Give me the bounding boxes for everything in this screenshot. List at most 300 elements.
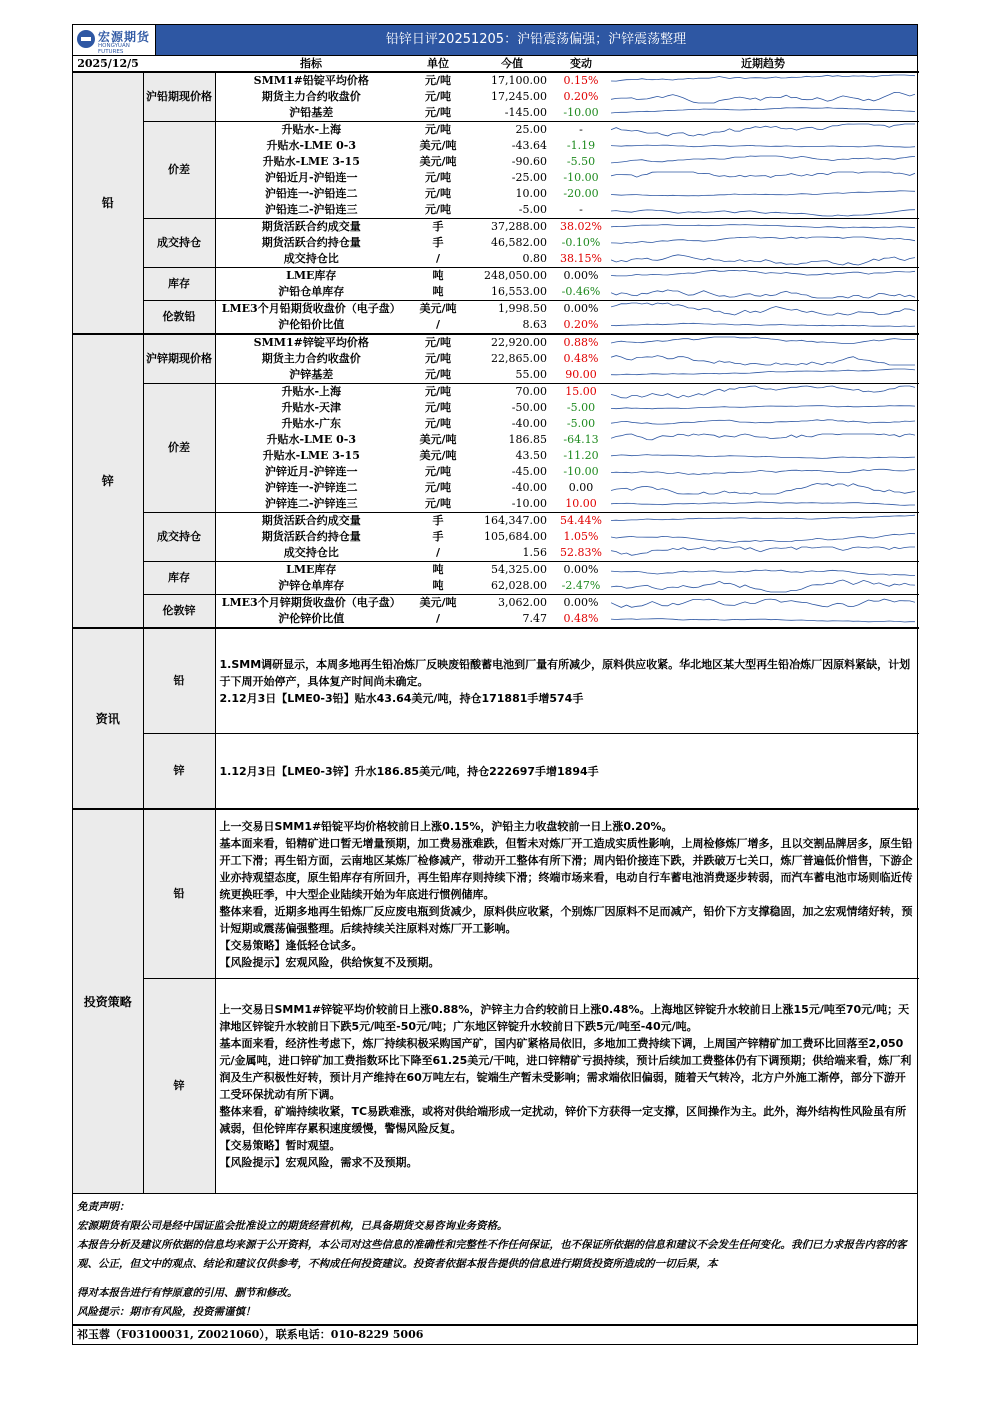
indicator-value: -40.00	[511, 481, 547, 494]
sparkline-path	[611, 108, 915, 113]
sparkline-path	[611, 502, 915, 505]
indicator-value: 22,920.00	[469, 334, 555, 351]
trend-sparkline	[611, 563, 915, 577]
strategy-paragraph: 整体来看，近期多地再生铅炼厂反应废电瓶到货减少，原料供应收紧，个别炼厂因原料不足而减产，铅价下方支撑稳固，加之宏观情绪好转，预计短期或震荡偏强整理。后续持续关注原料对炼厂开工影响。	[219, 904, 913, 935]
indicator-row	[73, 384, 919, 401]
trend-sparkline	[611, 139, 915, 153]
zinc-group-label: 价差	[143, 384, 215, 513]
trend-sparkline	[611, 236, 915, 250]
trend-sparkline	[611, 336, 915, 350]
sparkline-path	[611, 580, 915, 592]
sparkline-path	[611, 237, 915, 243]
data-table-wrap	[72, 56, 918, 1194]
lead-group-label: 成交持仓	[143, 219, 215, 268]
indicator-trend	[607, 529, 919, 545]
indicator-value: 55.00	[515, 368, 547, 381]
disclaimer	[72, 1194, 918, 1325]
indicator-value: -25.00	[511, 171, 547, 184]
trend-sparkline	[611, 269, 915, 283]
indicator-unit: 手	[407, 513, 469, 530]
trend-sparkline	[611, 318, 915, 332]
indicator-change: 90.00	[565, 368, 597, 381]
sparkline-path	[611, 534, 915, 543]
trend-sparkline	[611, 612, 915, 626]
indicator-change: 1.05%	[563, 530, 599, 543]
indicator-row	[73, 301, 919, 318]
indicator-unit: 元/吨	[424, 465, 452, 478]
indicator-unit: 吨	[407, 562, 469, 579]
lead-group-label: 价差	[143, 122, 215, 219]
indicator-value: 10.00	[515, 187, 547, 200]
analyst-contact: 祁玉蓉（F03100031, Z0021060），联系电话：010-8229 5006	[72, 1325, 918, 1345]
indicator-change: -	[579, 203, 583, 216]
disclaimer-title: 免责声明：	[77, 1201, 130, 1213]
change-header: 变动	[555, 56, 607, 72]
lead-section-label: 铅	[73, 72, 143, 334]
indicator-value: 70.00	[469, 384, 555, 401]
sparkline-path	[611, 75, 915, 81]
indicator-row	[73, 513, 919, 530]
indicator-value: 37,288.00	[469, 219, 555, 236]
strategy-section-label: 投资策略	[73, 809, 143, 1193]
news-section-label: 资讯	[73, 628, 143, 809]
sparkline-path	[611, 386, 915, 398]
indicator-unit: 元/吨	[424, 187, 452, 200]
lead-group-label: 伦敦铅	[143, 301, 215, 335]
indicator-change: -10.00	[563, 465, 599, 478]
strategy-paragraph: 【交易策略】逢低轻仓试多。	[219, 938, 363, 952]
indicator-unit: 元/吨	[424, 106, 452, 119]
sparkline-path	[611, 570, 915, 575]
indicator-unit: 手	[407, 219, 469, 236]
sparkline-path	[611, 547, 915, 555]
indicator-trend	[607, 334, 919, 351]
indicator-trend	[607, 251, 919, 268]
indicator-name: 升贴水-LME 0-3	[266, 433, 357, 446]
sparkline-path	[611, 270, 915, 276]
strategy-zinc-text	[215, 979, 919, 1194]
indicator-trend	[607, 464, 919, 480]
indicator-value: 17,245.00	[491, 90, 547, 103]
sparkline-path	[611, 356, 915, 365]
disclaimer-p3: 得对本报告进行有悖原意的引用、删节和修改。	[77, 1287, 298, 1299]
trend-sparkline	[611, 449, 915, 463]
indicator-change: 54.44%	[555, 513, 607, 530]
trend-sparkline	[611, 285, 915, 299]
indicator-trend	[607, 351, 919, 367]
trend-sparkline	[611, 106, 915, 120]
indicator-trend	[607, 89, 919, 105]
sparkline-path	[611, 434, 915, 440]
indicator-trend	[607, 416, 919, 432]
strategy-paragraph: 上一交易日SMM1#锌锭平均价较前日上涨0.88%，沪锌主力合约较前日上涨0.48%。上海地区锌锭升水较前日上涨15元/吨至70元/吨；天津地区锌锭升水较前日下跌5元/吨至-50元/吨；广东地区锌锭升水较前日下跌5元/吨至-40元/吨。	[219, 1003, 910, 1033]
strategy-paragraph: 【风险提示】宏观风险，供给恢复不及预期。	[219, 955, 440, 969]
indicator-name: 沪锌连一-沪锌连二	[264, 481, 358, 494]
indicator-change: -10.00	[563, 171, 599, 184]
indicator-change: 0.20%	[563, 318, 599, 331]
indicator-trend	[607, 317, 919, 334]
indicator-unit: 手	[432, 236, 444, 249]
indicator-trend	[607, 448, 919, 464]
indicator-value: -90.60	[511, 155, 547, 168]
text-table	[73, 627, 919, 1193]
indicator-trend	[607, 122, 919, 139]
indicator-trend	[607, 284, 919, 301]
indicator-unit: 美元/吨	[407, 301, 469, 318]
sparkline-path	[611, 191, 915, 196]
indicator-value: 16,553.00	[491, 285, 547, 298]
indicator-change: 0.20%	[563, 90, 599, 103]
sparkline-path	[611, 225, 915, 228]
indicator-trend	[607, 562, 919, 579]
trend-sparkline	[611, 171, 915, 185]
indicator-row	[73, 72, 919, 89]
indicator-unit: /	[435, 318, 441, 331]
trend-sparkline	[611, 579, 915, 593]
indicator-change: -	[555, 122, 607, 139]
indicator-change: -5.50	[566, 155, 596, 168]
trend-sparkline	[611, 514, 915, 528]
indicator-unit: 手	[432, 530, 444, 543]
strategy-lead-text	[215, 809, 919, 979]
indicator-value: 8.63	[522, 318, 547, 331]
sparkline-path	[611, 455, 915, 459]
indicator-value: 248,050.00	[469, 268, 555, 285]
indicator-table	[73, 56, 919, 627]
strategy-row-lead	[73, 809, 919, 979]
strategy-lead-label: 铅	[143, 809, 215, 979]
sparkline-path	[611, 323, 915, 326]
sparkline-path	[611, 124, 915, 136]
indicator-unit: 元/吨	[424, 203, 452, 216]
sparkline-path	[611, 619, 915, 622]
indicator-value: 3,062.00	[469, 595, 555, 612]
report-title: 铅锌日评20251205：沪铅震荡偏强；沪锌震荡整理	[385, 32, 687, 47]
logo-icon	[77, 30, 95, 48]
sparkline-path	[611, 369, 915, 375]
trend-sparkline	[611, 187, 915, 201]
strategy-paragraph: 【交易策略】暂时观望。	[219, 1139, 341, 1152]
indicator-name: 升贴水-广东	[281, 417, 342, 430]
indicator-unit: 吨	[407, 268, 469, 285]
trend-sparkline	[611, 302, 915, 316]
trend-sparkline	[611, 220, 915, 234]
indicator-name: 沪锌近月-沪锌连一	[264, 465, 358, 478]
column-header-row	[73, 56, 919, 72]
indicator-change: -5.00	[566, 401, 596, 414]
indicator-value: 17,100.00	[469, 72, 555, 89]
strategy-paragraph: 基本面来看，经济性考虑下，炼厂持续积极采购国产矿，国内矿紧格局依旧，多地加工费持续下调，上周国产锌精矿加工费环比回落至2,050元/金属吨，进口锌矿加工费指数环比下降至61.25美元/干吨，进口锌精矿亏损持续，预计后续加工费整体仍有下调预期；供给端来看，炼厂利润及生产积极性好转，预计月产维持在60万吨左右，锭端生产暂未受影响；需求端依旧偏弱，随着天气转冷，北方户外施工渐停，部分下游开工受环保扰动有所下调。	[219, 1037, 912, 1101]
indicator-name: LME3个月锌期货收盘价（电子盘）	[215, 595, 407, 612]
indicator-trend	[607, 578, 919, 595]
indicator-change: 52.83%	[560, 546, 602, 559]
indicator-name: 期货活跃合约持仓量	[261, 530, 361, 543]
indicator-name: SMM1#铅锭平均价格	[215, 72, 407, 89]
indicator-name: 沪伦锌价比值	[278, 612, 345, 625]
indicator-name: 成交持仓比	[283, 252, 339, 265]
strategy-zinc-label: 锌	[143, 979, 215, 1194]
sparkline-path	[611, 156, 915, 163]
indicator-name: LME库存	[215, 562, 407, 579]
indicator-unit: 美元/吨	[419, 433, 457, 446]
indicator-unit: 吨	[432, 285, 444, 298]
news-lead-item-1: 1.SMM调研显示，本周多地再生铅冶炼厂反映废铅酸蓄电池到厂量有所减少，原料供应收紧。华北地区某大型再生铅冶炼厂因原料紧缺，计划于下周开始停产，具体复产时间尚未确定。	[219, 657, 911, 688]
indicator-value: -5.00	[518, 203, 547, 216]
indicator-unit: 美元/吨	[419, 139, 457, 152]
disclaimer-p1: 宏源期货有限公司是经中国证监会批准设立的期货经营机构，已具备期货交易咨询业务资格。	[77, 1220, 508, 1232]
news-row-zinc	[73, 734, 919, 810]
date-header: 2025/12/5	[73, 56, 143, 72]
indicator-trend	[607, 202, 919, 219]
strategy-paragraph: 上一交易日SMM1#铅锭平均价格较前日上涨0.15%，沪铅主力收盘较前一日上涨0.20%。	[219, 819, 673, 833]
sparkline-path	[611, 406, 915, 409]
indicator-row	[73, 595, 919, 612]
indicator-change: -0.10%	[561, 236, 601, 249]
indicator-value: -145.00	[504, 106, 547, 119]
indicator-change: 10.00	[565, 497, 597, 510]
news-lead-label: 铅	[143, 628, 215, 734]
report-header	[72, 24, 918, 56]
trend-sparkline	[611, 465, 915, 479]
indicator-change: 0.00%	[555, 268, 607, 285]
trend-sparkline	[611, 417, 915, 431]
indicator-change: 0.48%	[563, 352, 599, 365]
indicator-trend	[607, 480, 919, 496]
indicator-name: 期货活跃合约成交量	[215, 513, 407, 530]
indicator-name: 升贴水-上海	[215, 122, 407, 139]
sparkline-path	[611, 484, 915, 495]
zinc-section-label: 锌	[73, 334, 143, 627]
indicator-change: -2.47%	[561, 579, 601, 592]
unit-header: 单位	[407, 56, 469, 72]
indicator-trend	[607, 611, 919, 627]
trend-sparkline	[611, 481, 915, 495]
lead-group-label: 沪铅期现价格	[143, 72, 215, 122]
indicator-row	[73, 334, 919, 351]
indicator-row	[73, 268, 919, 285]
indicator-name: 沪铅仓单库存	[278, 285, 345, 298]
disclaimer-p4: 风险提示：期市有风险，投资需谨慎！	[77, 1306, 256, 1318]
logo-text-en: HONGYUAN FUTURES	[98, 43, 130, 55]
indicator-change: -5.00	[566, 417, 596, 430]
indicator-change: 0.00%	[555, 562, 607, 579]
trend-sparkline	[611, 352, 915, 366]
indicator-name: 沪锌基差	[289, 368, 334, 381]
sparkline-path	[611, 145, 915, 147]
indicator-unit: 元/吨	[424, 352, 452, 365]
indicator-trend	[607, 301, 919, 318]
trend-sparkline	[611, 385, 915, 399]
sparkline-path	[611, 337, 915, 344]
lead-group-label: 库存	[143, 268, 215, 301]
indicator-value: 43.50	[515, 449, 547, 462]
company-logo	[73, 25, 156, 55]
indicator-trend	[607, 72, 919, 89]
trend-sparkline	[611, 123, 915, 137]
strategy-row-zinc	[73, 979, 919, 1194]
indicator-value: 1,998.50	[469, 301, 555, 318]
news-lead-text	[215, 628, 919, 734]
indicator-value: -40.00	[511, 417, 547, 430]
indicator-name: 沪铅基差	[289, 106, 334, 119]
indicator-trend	[607, 219, 919, 236]
indicator-name: LME3个月铅期货收盘价（电子盘）	[215, 301, 407, 318]
indicator-name: 升贴水-上海	[215, 384, 407, 401]
indicator-change: 0.15%	[555, 72, 607, 89]
indicator-unit: 美元/吨	[407, 595, 469, 612]
value-header: 今值	[469, 56, 555, 72]
news-row-lead	[73, 628, 919, 734]
indicator-name: 升贴水-天津	[281, 401, 342, 414]
indicator-name: 沪铅连一-沪铅连二	[264, 187, 358, 200]
indicator-value: 186.85	[508, 433, 547, 446]
indicator-value: 25.00	[469, 122, 555, 139]
indicator-value: 105,684.00	[484, 530, 547, 543]
logo-text-cn: 宏源期货	[98, 30, 151, 44]
indicator-name: 期货活跃合约成交量	[215, 219, 407, 236]
indicator-value: 7.47	[522, 612, 547, 625]
trend-sparkline	[611, 252, 915, 266]
indicator-name: 沪锌连二-沪锌连三	[264, 497, 358, 510]
indicator-change: 38.02%	[555, 219, 607, 236]
sparkline-path	[611, 469, 915, 474]
trend-sparkline	[611, 596, 915, 610]
indicator-trend	[607, 400, 919, 416]
indicator-trend	[607, 268, 919, 285]
indicator-trend	[607, 154, 919, 170]
sparkline-path	[611, 420, 915, 424]
indicator-change: -10.00	[563, 106, 599, 119]
zinc-group-label: 沪锌期现价格	[143, 334, 215, 384]
news-zinc-label: 锌	[143, 734, 215, 810]
trend-sparkline	[611, 530, 915, 544]
sparkline-path	[611, 255, 915, 265]
trend-header: 近期趋势	[607, 56, 919, 72]
indicator-change: -64.13	[563, 433, 599, 446]
indicator-change: -1.19	[566, 139, 596, 152]
trend-sparkline	[611, 546, 915, 560]
indicator-unit: 元/吨	[424, 417, 452, 430]
news-zinc-text	[215, 734, 919, 810]
indicator-unit: 元/吨	[407, 72, 469, 89]
sparkline-path	[611, 172, 915, 177]
indicator-change: 0.88%	[555, 334, 607, 351]
zinc-group-label: 库存	[143, 562, 215, 595]
indicator-value: 54,325.00	[469, 562, 555, 579]
indicator-value: -10.00	[511, 497, 547, 510]
news-lead-item-2: 2.12月3日【LME0-3铅】贴水43.64美元/吨，持仓171881手增574手	[219, 691, 584, 705]
indicator-value: 164,347.00	[469, 513, 555, 530]
indicator-unit: 美元/吨	[419, 155, 457, 168]
indicator-unit: 元/吨	[424, 368, 452, 381]
indicator-name: 升贴水-LME 3-15	[262, 155, 360, 168]
indicator-unit: /	[435, 612, 441, 625]
indicator-unit: 元/吨	[424, 90, 452, 103]
news-zinc-item-1: 1.12月3日【LME0-3锌】升水186.85美元/吨，持仓222697手增1894手	[219, 764, 599, 778]
sparkline-path	[611, 515, 915, 520]
indicator-unit: 吨	[432, 579, 444, 592]
indicator-unit: 元/吨	[424, 171, 452, 184]
sparkline-path	[611, 303, 915, 315]
indicator-change: 0.48%	[563, 612, 599, 625]
strategy-paragraph: 整体来看，矿端持续收紧，TC易跌难涨，或将对供给端形成一定扰动，锌价下方获得一定支撑，区间操作为主。此外，海外结构性风险虽有所减弱，但伦锌库存累积速度缓慢，警惕风险反复。	[219, 1105, 907, 1135]
trend-sparkline	[611, 155, 915, 169]
indicator-name: 期货活跃合约持仓量	[261, 236, 361, 249]
indicator-trend	[607, 170, 919, 186]
indicator-trend	[607, 513, 919, 530]
trend-sparkline	[611, 90, 915, 104]
indicator-trend	[607, 105, 919, 122]
strategy-paragraph: 【风险提示】宏观风险，需求不及预期。	[219, 1156, 418, 1169]
indicator-unit: 元/吨	[424, 481, 452, 494]
indicator-value: -50.00	[511, 401, 547, 414]
indicator-trend	[607, 367, 919, 384]
indicator-trend	[607, 432, 919, 448]
indicator-name: LME库存	[215, 268, 407, 285]
sparkline-path	[611, 290, 915, 298]
indicator-row	[73, 562, 919, 579]
indicator-value: -45.00	[511, 465, 547, 478]
zinc-group-label: 成交持仓	[143, 513, 215, 562]
indicator-trend	[607, 545, 919, 562]
zinc-group-label: 伦敦锌	[143, 595, 215, 628]
indicator-value: -43.64	[511, 139, 547, 152]
indicator-name: SMM1#锌锭平均价格	[215, 334, 407, 351]
indicator-trend	[607, 595, 919, 612]
indicator-name: 成交持仓比	[283, 546, 339, 559]
indicator-name: 期货主力合约收盘价	[261, 352, 361, 365]
indicator-trend	[607, 138, 919, 154]
indicator-change: -20.00	[563, 187, 599, 200]
indicator-trend	[607, 384, 919, 401]
indicator-unit: 元/吨	[407, 384, 469, 401]
indicator-name: 沪锌仓单库存	[278, 579, 345, 592]
indicator-change: -11.20	[563, 449, 599, 462]
indicator-header: 指标	[215, 56, 407, 72]
trend-sparkline	[611, 74, 915, 88]
report-page	[72, 24, 918, 1345]
indicator-unit: 美元/吨	[419, 449, 457, 462]
indicator-change: 38.15%	[560, 252, 602, 265]
indicator-value: 46,582.00	[491, 236, 547, 249]
indicator-row	[73, 122, 919, 139]
indicator-change: 0.00%	[555, 301, 607, 318]
indicator-trend	[607, 496, 919, 513]
trend-sparkline	[611, 401, 915, 415]
indicator-unit: /	[435, 252, 441, 265]
indicator-name: 升贴水-LME 0-3	[266, 139, 357, 152]
sparkline-path	[611, 599, 915, 607]
indicator-unit: 元/吨	[424, 401, 452, 414]
sparkline-path	[611, 92, 915, 103]
indicator-name: 期货主力合约收盘价	[261, 90, 361, 103]
indicator-trend	[607, 186, 919, 202]
indicator-name: 升贴水-LME 3-15	[262, 449, 360, 462]
trend-sparkline	[611, 368, 915, 382]
indicator-change: 15.00	[555, 384, 607, 401]
indicator-trend	[607, 235, 919, 251]
indicator-name: 沪伦铅价比值	[278, 318, 345, 331]
indicator-row	[73, 219, 919, 236]
indicator-change: 0.00	[568, 481, 594, 494]
sparkline-path	[611, 210, 915, 216]
disclaimer-p2: 本报告分析及建议所依据的信息均来源于公开资料，本公司对这些信息的准确性和完整性不作任何保证，也不保证所依据的信息和建议不会发生任何变化。我们已力求报告内容的客观、公正，但文中的观点、结论和建议仅供参考，不构成任何投资建议。投资者依据本报告提供的信息进行期货投资所造成的一切后果，本	[77, 1239, 907, 1270]
indicator-value: 62,028.00	[491, 579, 547, 592]
indicator-value: 0.80	[522, 252, 547, 265]
indicator-value: 22,865.00	[491, 352, 547, 365]
indicator-change: 0.00%	[555, 595, 607, 612]
indicator-unit: 元/吨	[407, 122, 469, 139]
